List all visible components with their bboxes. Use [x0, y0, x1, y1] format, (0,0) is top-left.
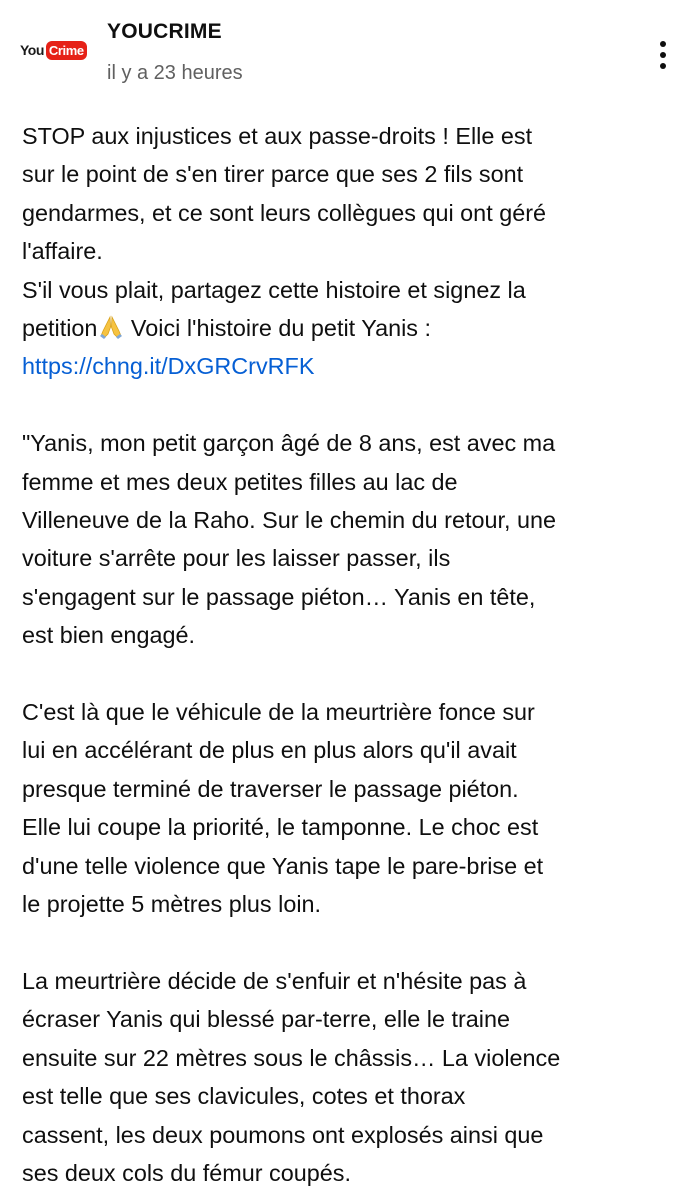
paragraph-story-3	[22, 962, 682, 1192]
text-line: s'engagent sur le passage piéton… Yanis en tête,	[22, 583, 536, 610]
paragraph-spacer	[22, 386, 682, 424]
more-vert-icon	[659, 40, 667, 70]
text-line: STOP aux injustices et aux passe-droits ! Elle est	[22, 123, 533, 149]
text-line: lui en accélérant de plus en plus alors qu'il avait	[22, 737, 517, 764]
paragraph-spacer	[22, 924, 682, 962]
text-line: l'affaire.	[22, 238, 103, 265]
text-line: est telle que ses clavicules, cotes et thorax	[22, 1083, 466, 1110]
link-line	[22, 347, 682, 385]
text-line: Villeneuve de la Raho. Sur le chemin du retour, une	[22, 507, 556, 534]
text-line: presque terminé de traverser le passage piéton.	[22, 775, 519, 802]
text-line: cassent, les deux poumons ont explosés ainsi que	[22, 1121, 544, 1148]
text-line: femme et mes deux petites filles au lac de	[22, 468, 458, 495]
text-line: est bien engagé.	[22, 622, 195, 649]
channel-name[interactable]: YOUCRIME	[107, 20, 222, 43]
text-line: "Yanis, mon petit garçon âgé de 8 ans, est avec ma	[22, 430, 556, 457]
text-line	[22, 309, 682, 347]
folded-hands-icon	[98, 314, 124, 340]
more-options-button[interactable]	[646, 32, 680, 78]
logo-text-you: You	[20, 42, 44, 58]
text-line: C'est là que le véhicule de la meurtrière fonce sur	[22, 699, 535, 726]
post-timestamp: il y a 23 heures	[107, 62, 243, 84]
text-line: gendarmes, et ce sont leurs collègues qui ont géré	[22, 199, 547, 226]
text-line: le projette 5 mètres plus loin.	[22, 891, 322, 918]
text-line: écraser Yanis qui blessé par-terre, elle le traine	[22, 1006, 510, 1033]
paragraph-story-1	[22, 424, 682, 654]
text-line: sur le point de s'en tirer parce que ses 2 fils sont	[22, 161, 524, 188]
post-body	[22, 117, 682, 1192]
text-line: La meurtrière décide de s'enfuir et n'hésite pas à	[22, 967, 527, 994]
text-line: voiture s'arrête pour les laisser passer, ils	[22, 545, 451, 572]
paragraph-story-2	[22, 693, 682, 923]
post-header	[0, 0, 696, 100]
paragraph-spacer	[22, 655, 682, 693]
text-intro-story: Voici l'histoire du petit Yanis :	[124, 315, 431, 342]
channel-avatar[interactable]	[20, 36, 86, 64]
text-line: S'il vous plait, partagez cette histoire et signez la	[22, 276, 526, 303]
paragraph-intro	[22, 117, 682, 386]
logo-text-crime: Crime	[46, 41, 87, 60]
text-line: ses deux cols du fémur coupés.	[22, 1159, 351, 1186]
text-line: d'une telle violence que Yanis tape le pare-brise et	[22, 852, 544, 879]
text-petition: petition	[22, 315, 98, 342]
petition-link[interactable]: https://chng.it/DxGRCrvRFK	[22, 353, 315, 380]
text-line: Elle lui coupe la priorité, le tamponne. Le choc est	[22, 814, 539, 841]
text-line: ensuite sur 22 mètres sous le châssis… La violence	[22, 1044, 561, 1071]
